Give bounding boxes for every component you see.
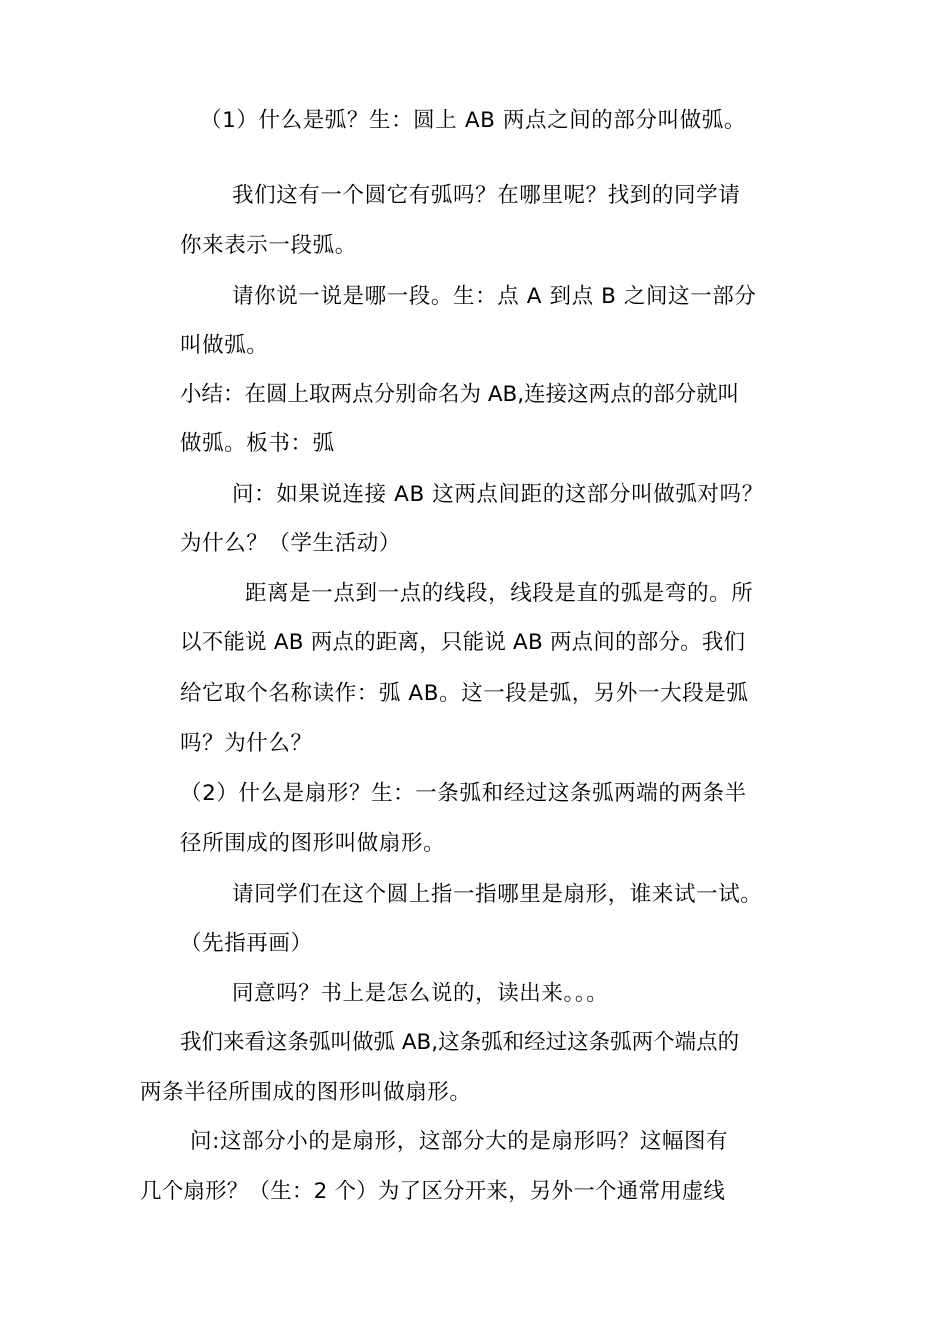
text-line: 两条半径所围成的图形叫做扇形。 xyxy=(140,1080,472,1105)
text-line: 问:这部分小的是扇形，这部分大的是扇形吗？这幅图有 xyxy=(190,1129,729,1154)
text-line: 径所围成的图形叫做扇形。 xyxy=(180,831,446,856)
text-line: 小结：在圆上取两点分别命名为 AB,连接这两点的部分就叫 xyxy=(180,382,740,407)
text-line: 你来表示一段弧。 xyxy=(180,233,357,258)
text-line: 请你说一说是哪一段。生：点 A 到点 B 之间这一部分 xyxy=(232,284,757,309)
text-line: （1）什么是弧？生：圆上 AB 两点之间的部分叫做弧。 xyxy=(200,108,747,133)
text-line: 几个扇形？（生：2 个）为了区分开来，另外一个通常用虚线 xyxy=(140,1179,726,1204)
text-line: （先指再画） xyxy=(180,931,313,956)
text-line: 做弧。板书：弧 xyxy=(180,431,335,456)
text-line: 吗？为什么？ xyxy=(180,731,313,756)
text-line: 我们这有一个圆它有弧吗？在哪里呢？找到的同学请 xyxy=(232,183,741,208)
text-line: 问：如果说连接 AB 这两点间距的这部分叫做弧对吗？ xyxy=(232,482,764,507)
text-line: 为什么？（学生活动） xyxy=(180,531,402,556)
text-line: 我们来看这条弧叫做弧 AB,这条弧和经过这条弧两个端点的 xyxy=(180,1030,740,1055)
text-line: 请同学们在这个圆上指一指哪里是扇形，谁来试一试。 xyxy=(232,882,763,907)
text-line: （2）什么是扇形？生：一条弧和经过这条弧两端的两条半 xyxy=(180,781,747,806)
text-line: 距离是一点到一点的线段，线段是直的弧是弯的。所 xyxy=(245,581,754,606)
text-line: 以不能说 AB 两点的距离，只能说 AB 两点间的部分。我们 xyxy=(180,630,746,655)
text-line: 叫做弧。 xyxy=(180,333,269,358)
text-line: 同意吗？书上是怎么说的，读出来。。。 xyxy=(232,981,609,1006)
text-line: 给它取个名称读作：弧 AB。这一段是弧，另外一大段是弧 xyxy=(180,681,749,706)
